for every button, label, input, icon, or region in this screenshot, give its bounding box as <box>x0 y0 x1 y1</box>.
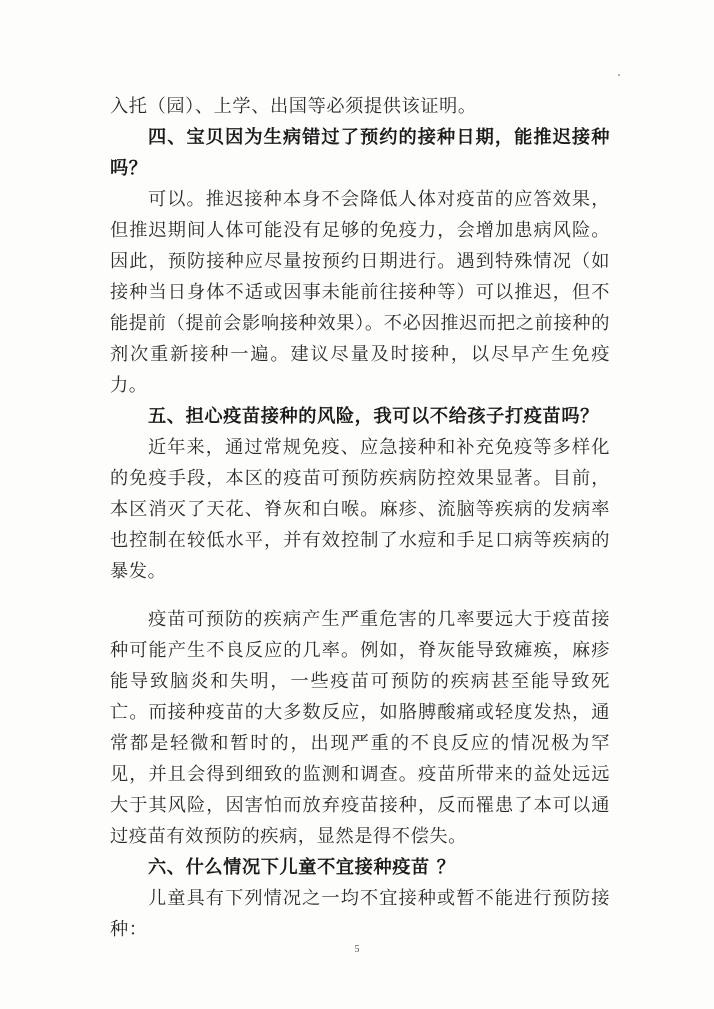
heading-section-4: 四、宝贝因为生病错过了预约的接种日期，能推迟接种吗？ <box>110 127 610 179</box>
paragraph-section-6-intro: 儿童具有下列情况之一均不宜接种或暂不能进行预防接种： <box>110 888 610 940</box>
paragraph-continuation: 入托（园）、上学、出国等必须提供该证明。 <box>110 96 477 117</box>
page-number: 5 <box>354 944 360 955</box>
paragraph-section-5-part-2: 疫苗可预防的疾病产生严重危害的几率要远大于疫苗接种可能产生不良反应的几率。例如，脊灰能导致瘫痪，麻疹能导致脑炎和失明，一些疫苗可预防的疾病甚至能导致死亡。而接种疫苗的大多数反应，如胳膊酸痛或轻度发热，通常都是轻微和暂时的，出现严重的不良反应的情况极为罕见，并且会得到细致的监测和调查。疫苗所带来的益处远远大于其风险，因害怕而放弃疫苗接种，反而罹患了本可以通过疫苗有效预防的疾病，显然是得不偿失。 <box>110 609 610 847</box>
document-body <box>110 91 610 945</box>
scan-speck <box>618 74 620 76</box>
paragraph-section-5-part-1: 近年来，通过常规免疫、应急接种和补充免疫等多样化的免疫手段，本区的疫苗可预防疾病防控效果显著。目前，本区消灭了天花、脊灰和白喉。麻疹、流脑等疾病的发病率也控制在较低水平，并有效控制了水痘和手足口病等疾病的暴发。 <box>110 437 610 582</box>
paragraph-section-4-answer: 可以。推迟接种本身不会降低人体对疫苗的应答效果，但推迟期间人体可能没有足够的免疫力，会增加患病风险。因此，预防接种应尽量按预约日期进行。遇到特殊情况（如接种当日身体不适或因事未能前往接种等）可以推迟，但不能提前（提前会影响接种效果）。不必因推迟而把之前接种的剂次重新接种一遍。建议尽量及时接种，以尽早产生免疫力。 <box>110 189 610 396</box>
heading-section-6: 六、什么情况下儿童不宜接种疫苗 ？ <box>148 857 456 878</box>
heading-section-5: 五、担心疫苗接种的风险，我可以不给孩子打疫苗吗？ <box>148 406 599 427</box>
